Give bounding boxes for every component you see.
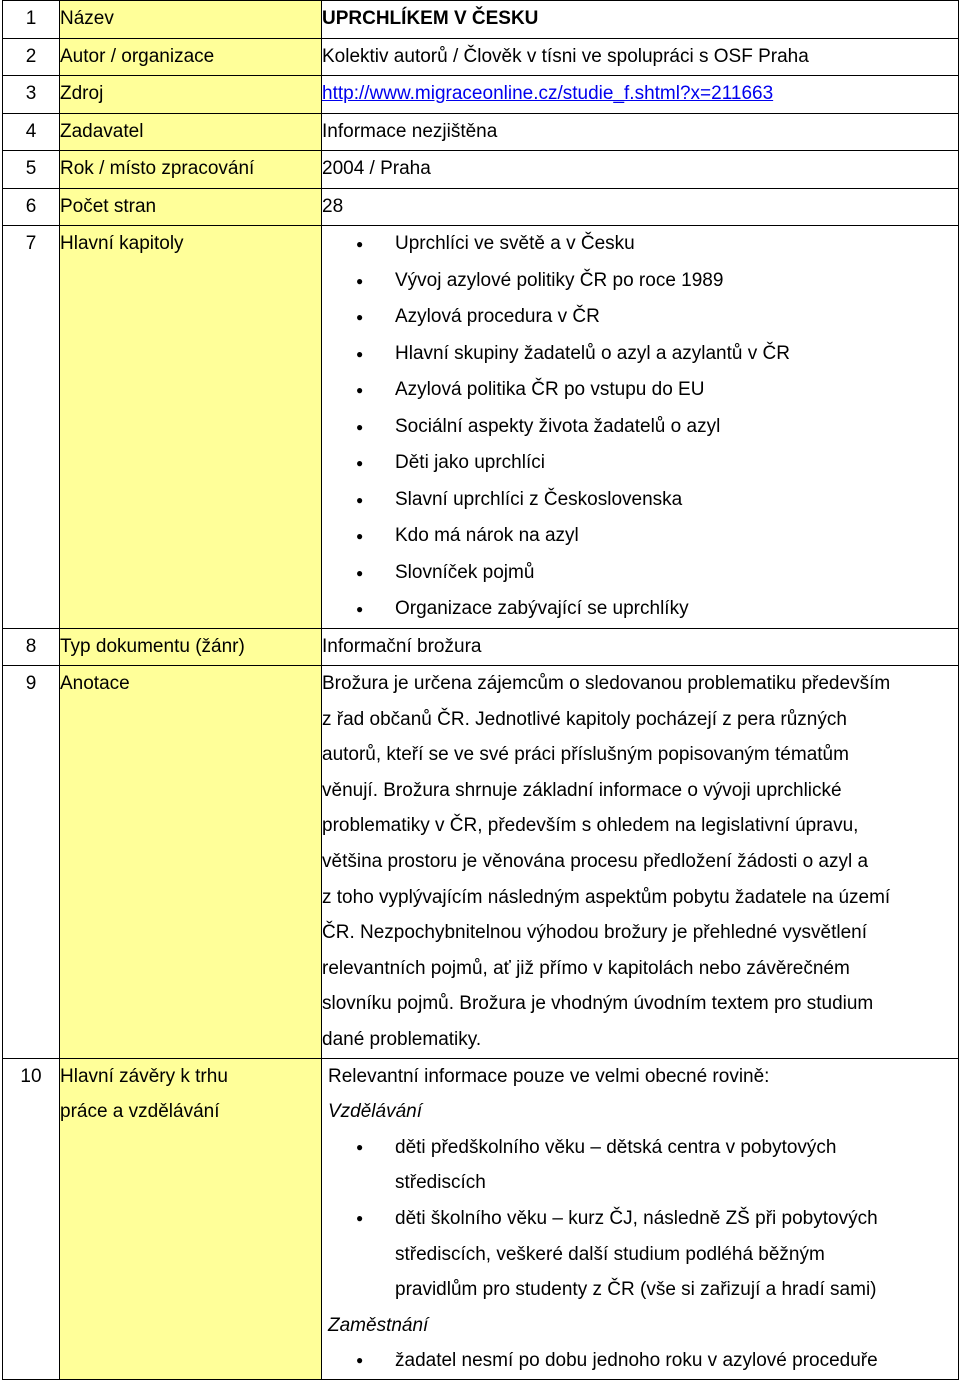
table-row (3, 188, 959, 226)
row-label: Zadavatel (60, 113, 322, 151)
list-item: ● děti předškolního věku – dětská centra v pobytových střediscích (322, 1130, 958, 1201)
table-row (3, 151, 959, 189)
table-row (3, 1058, 959, 1379)
table-row (3, 113, 959, 151)
table-row (3, 666, 959, 1059)
annotation-text (322, 666, 959, 1059)
title-value: UPRCHLÍKEM V ČESKU (322, 1, 959, 39)
table-row (3, 76, 959, 114)
row-number: 8 (3, 628, 60, 666)
annotation-line: z řad občanů ČR. Jednotlivé kapitoly pocházejí z pera různých (322, 708, 847, 730)
annotation-line: většina prostoru je věnována procesu předložení žádosti o azyl a (322, 850, 869, 872)
section-heading-employment: Zaměstnání (328, 1314, 429, 1336)
education-list (322, 1130, 958, 1308)
row-label: Hlavní závěry k trhu práce a vzdělávání (60, 1058, 322, 1379)
row-number: 6 (3, 188, 60, 226)
chapters-list (322, 226, 958, 628)
list-item: ● Organizace zabývající se uprchlíky (322, 591, 958, 628)
year-place-value: 2004 / Praha (322, 151, 959, 189)
row-number: 3 (3, 76, 60, 114)
list-item: ● Kdo má nárok na azyl (322, 518, 958, 555)
annotation-line: autorů, kteří se ve své práci příslušným popisovaným tématům (322, 744, 849, 766)
row-number: 7 (3, 226, 60, 629)
annotation-line: dané problematiky. (322, 1028, 482, 1050)
row-number: 10 (3, 1058, 60, 1379)
row-label: Název (60, 1, 322, 39)
source-value (322, 76, 959, 114)
row-number: 2 (3, 38, 60, 76)
chapters-list-cell (322, 226, 959, 629)
row-number: 4 (3, 113, 60, 151)
source-link[interactable]: http://www.migraceonline.cz/studie_f.shtml?x=211663 (322, 83, 774, 104)
pages-value: 28 (322, 188, 959, 226)
row-number: 9 (3, 666, 60, 1059)
annotation-line: problematiky v ČR, především s ohledem na legislativní úpravu, (322, 815, 859, 837)
list-item: ● Azylová procedura v ČR (322, 299, 958, 336)
list-item: ● žadatel nesmí po dobu jednoho roku v azylové proceduře (322, 1343, 958, 1379)
annotation-line: z toho vyplývajícím následným aspektům pobytu žadatele na území (322, 886, 891, 908)
annotation-line: Brožura je určena zájemcům o sledovanou problematiku především (322, 673, 891, 694)
row-label: Zdroj (60, 76, 322, 114)
employment-list (322, 1343, 958, 1379)
list-item: ● Azylová politika ČR po vstupu do EU (322, 372, 958, 409)
list-item: ● Děti jako uprchlíci (322, 445, 958, 482)
list-item: ● Hlavní skupiny žadatelů o azyl a azylantů v ČR (322, 336, 958, 373)
document-table (2, 0, 959, 1380)
doc-type-value: Informační brožura (322, 628, 959, 666)
list-item: ● Slavní uprchlíci z Československa (322, 482, 958, 519)
conclusions-intro: Relevantní informace pouze ve velmi obecné rovině: (328, 1065, 770, 1087)
row-label: Anotace (60, 666, 322, 1059)
annotation-line: věnují. Brožura shrnuje základní informace o vývoji uprchlické (322, 779, 842, 801)
table-row (3, 38, 959, 76)
list-item: ● Vývoj azylové politiky ČR po roce 1989 (322, 263, 958, 300)
annotation-line: slovníku pojmů. Brožura je vhodným úvodním textem pro studium (322, 993, 874, 1015)
list-item: ● Uprchlíci ve světě a v Česku (322, 226, 958, 263)
annotation-line: ČR. Nezpochybnitelnou výhodou brožury je přehledné vysvětlení (322, 922, 867, 944)
section-heading-education: Vzdělávání (328, 1101, 423, 1123)
table-row (3, 226, 959, 629)
list-item: ● Slovníček pojmů (322, 555, 958, 592)
row-label: Rok / místo zpracování (60, 151, 322, 189)
table-row (3, 628, 959, 666)
row-label: Autor / organizace (60, 38, 322, 76)
annotation-line: relevantních pojmů, ať již přímo v kapitolách nebo závěrečném (322, 957, 850, 979)
row-number: 1 (3, 1, 60, 39)
conclusions-cell (322, 1058, 959, 1379)
list-item: ● děti školního věku – kurz ČJ, následně ZŠ při pobytových střediscích, veškeré další studium podléhá běžným pravidlům pro studenty z ČR (vše si zařizují a hradí sami) (322, 1201, 958, 1308)
row-label: Typ dokumentu (žánr) (60, 628, 322, 666)
table-row (3, 1, 959, 39)
row-label: Hlavní kapitoly (60, 226, 322, 629)
author-value: Kolektiv autorů / Člověk v tísni ve spolupráci s OSF Praha (322, 38, 959, 76)
row-label: Počet stran (60, 188, 322, 226)
list-item: ● Sociální aspekty života žadatelů o azyl (322, 409, 958, 446)
sponsor-value: Informace nezjištěna (322, 113, 959, 151)
row-number: 5 (3, 151, 60, 189)
